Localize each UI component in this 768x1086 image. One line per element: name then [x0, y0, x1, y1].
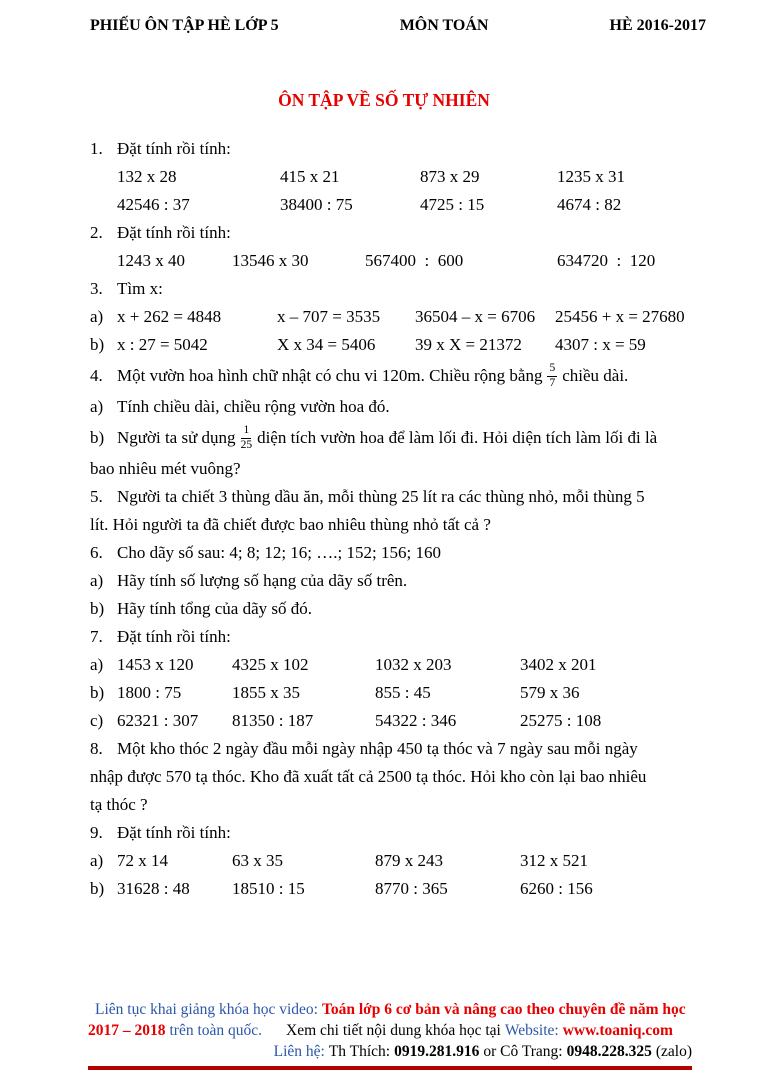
problem-number: 4. — [90, 366, 103, 385]
calc-row — [90, 651, 696, 679]
calc-cell: 415 x 21 — [280, 167, 340, 186]
problem-7-heading — [90, 623, 696, 651]
calc-cell: 567400 : 600 — [365, 251, 464, 270]
problem-text: Người ta chiết 3 thùng dầu ăn, mỗi thùng 25 lít ra các thùng nhỏ, mỗi thùng 5 — [117, 487, 645, 506]
equation-cell: x – 707 = 3535 — [277, 307, 381, 326]
calc-cell: 8770 : 365 — [375, 879, 448, 898]
sub-item — [90, 393, 696, 421]
problem-number: 3. — [90, 279, 103, 298]
footer-text-blue: Liên tục khai giảng khóa học video: — [95, 1001, 318, 1018]
calc-cell: 42546 : 37 — [117, 195, 190, 214]
problem-9-heading — [90, 819, 696, 847]
equation-row — [90, 303, 696, 331]
sub-item-text: Tính chiều dài, chiều rộng vườn hoa đó. — [117, 397, 390, 416]
calc-cell: 18510 : 15 — [232, 879, 305, 898]
calc-cell: 25275 : 108 — [520, 711, 602, 730]
footer-text-red: Toán lớp 6 cơ bản và nâng cao theo chuyên đề năm học — [321, 1001, 686, 1018]
header-right: HÈ 2016-2017 — [609, 17, 706, 34]
problem-label: Cho dãy số sau: 4; 8; 12; 16; ….; 152; 156; 160 — [117, 543, 441, 562]
sub-item — [90, 421, 696, 455]
equation-cell: 36504 – x = 6706 — [415, 307, 536, 326]
calc-cell: 62321 : 307 — [117, 711, 199, 730]
problem-text: chiều dài. — [562, 366, 629, 385]
equation-cell: x + 262 = 4848 — [117, 307, 222, 326]
calc-cell: 879 x 243 — [375, 851, 443, 870]
sub-item-label: b) — [90, 599, 105, 618]
equation-cell: 4307 : x = 59 — [555, 335, 646, 354]
calc-cell: 63 x 35 — [232, 851, 283, 870]
problem-number: 7. — [90, 627, 103, 646]
problem-label: Đặt tính rồi tính: — [117, 139, 231, 158]
calc-cell: 4674 : 82 — [557, 195, 622, 214]
footer-text: Th Thích: — [328, 1043, 391, 1060]
sub-item-label: b) — [90, 879, 105, 898]
calc-cell: 13546 x 30 — [232, 251, 309, 270]
problem-label: Đặt tính rồi tính: — [117, 627, 231, 646]
sub-item — [90, 567, 696, 595]
calc-cell: 1243 x 40 — [117, 251, 185, 270]
footer-text: Xem chi tiết nội dung khóa học tại — [286, 1022, 501, 1039]
calc-cell: 1855 x 35 — [232, 683, 300, 702]
sub-item-label: c) — [90, 711, 104, 730]
equation-cell: 25456 + x = 27680 — [555, 307, 685, 326]
footer-phone-number: 0948.228.325 — [566, 1043, 652, 1060]
sub-item-label: a) — [90, 307, 104, 326]
fraction-numerator: 1 — [241, 424, 251, 438]
problem-3-heading — [90, 275, 696, 303]
sub-item-label: b) — [90, 683, 105, 702]
footer-line-3 — [88, 1041, 692, 1062]
paragraph-line: tạ thóc ? — [90, 795, 148, 814]
calc-cell: 54322 : 346 — [375, 711, 457, 730]
footer-text-blue: Liên hệ: — [273, 1043, 325, 1060]
equation-cell: X x 34 = 5406 — [277, 335, 376, 354]
equation-cell: 39 x X = 21372 — [415, 335, 522, 354]
problem-label: Tìm x: — [117, 279, 163, 298]
calc-cell: 38400 : 75 — [280, 195, 353, 214]
paragraph-line: bao nhiêu mét vuông? — [90, 459, 241, 478]
footer — [88, 999, 692, 1062]
problem-text: Một kho thóc 2 ngày đầu mỗi ngày nhập 450 tạ thóc và 7 ngày sau mỗi ngày — [117, 739, 638, 758]
problem-1-heading — [90, 135, 696, 163]
calc-row — [90, 847, 696, 875]
sub-item-label: b) — [90, 335, 105, 354]
problem-number: 1. — [90, 139, 103, 158]
calc-cell: 312 x 521 — [520, 851, 588, 870]
calc-cell: 6260 : 156 — [520, 879, 593, 898]
problem-label: Đặt tính rồi tính: — [117, 823, 231, 842]
problem-text: Một vườn hoa hình chữ nhật có chu vi 120m. Chiều rộng bằng — [117, 366, 543, 385]
header-left: PHIẾU ÔN TẬP HÈ LỚP 5 — [90, 17, 279, 34]
calc-row — [90, 707, 696, 735]
problem-2-heading — [90, 219, 696, 247]
problem-8-heading — [90, 735, 696, 763]
sub-item-label: a) — [90, 571, 104, 590]
sub-item — [90, 595, 696, 623]
sub-item-text: Hãy tính số lượng số hạng của dãy số trên. — [117, 571, 408, 590]
calc-cell: 81350 : 187 — [232, 711, 314, 730]
doc-title: ÔN TẬP VỀ SỐ TỰ NHIÊN — [278, 90, 490, 110]
fraction-denominator: 7 — [549, 376, 556, 389]
calc-row — [90, 679, 696, 707]
footer-line-2 — [88, 1020, 692, 1041]
sub-item-label: a) — [90, 655, 104, 674]
calc-cell: 634720 : 120 — [557, 251, 656, 270]
footer-text: or Cô Trang: — [483, 1043, 563, 1060]
page-header — [90, 17, 706, 35]
problem-label: Đặt tính rồi tính: — [117, 223, 231, 242]
problem-4-heading — [90, 359, 696, 393]
footer-website-link[interactable]: www.toaniq.com — [562, 1022, 673, 1039]
calc-row — [90, 875, 696, 903]
header-center: MÔN TOÁN — [399, 17, 489, 34]
bottom-red-rule — [88, 1066, 692, 1070]
sub-item-text: Hãy tính tổng của dãy số đó. — [117, 599, 312, 618]
calc-row — [90, 163, 696, 191]
sub-item-label: a) — [90, 851, 104, 870]
footer-line-1 — [88, 999, 692, 1020]
sub-item-text: diện tích vườn hoa để làm lối đi. Hỏi diện tích làm lối đi là — [257, 428, 658, 447]
calc-cell: 873 x 29 — [420, 167, 480, 186]
sub-item-label: b) — [90, 428, 105, 447]
fraction-1-25 — [241, 424, 253, 451]
problem-number: 9. — [90, 823, 103, 842]
calc-cell: 4325 x 102 — [232, 655, 309, 674]
footer-text-red: 2017 – 2018 — [88, 1022, 166, 1039]
sub-item-text: Người ta sử dụng — [117, 428, 236, 447]
calc-cell: 855 : 45 — [375, 683, 431, 702]
calc-row — [90, 191, 696, 219]
fraction-numerator: 5 — [547, 362, 557, 376]
calc-cell: 3402 x 201 — [520, 655, 597, 674]
footer-text-blue: Website: — [504, 1022, 559, 1039]
equation-row — [90, 331, 696, 359]
footer-phone-number: 0919.281.916 — [394, 1043, 480, 1060]
calc-cell: 1800 : 75 — [117, 683, 182, 702]
sub-item-label: a) — [90, 397, 104, 416]
problem-number: 8. — [90, 739, 103, 758]
fraction-denominator: 25 — [240, 438, 253, 451]
equation-cell: x : 27 = 5042 — [117, 335, 208, 354]
problem-number: 5. — [90, 487, 103, 506]
calc-row — [90, 247, 696, 275]
paragraph-line: nhập được 570 tạ thóc. Kho đã xuất tất cả 2500 tạ thóc. Hỏi kho còn lại bao nhiêu — [90, 767, 647, 786]
calc-cell: 31628 : 48 — [117, 879, 190, 898]
paragraph-line: lít. Hỏi người ta đã chiết được bao nhiêu thùng nhỏ tất cả ? — [90, 515, 491, 534]
problem-6-heading — [90, 539, 696, 567]
problem-number: 6. — [90, 543, 103, 562]
footer-text: (zalo) — [655, 1043, 692, 1060]
problem-number: 2. — [90, 223, 103, 242]
fraction-5-7 — [547, 362, 557, 389]
calc-cell: 1453 x 120 — [117, 655, 194, 674]
calc-cell: 1235 x 31 — [557, 167, 625, 186]
footer-text-blue: trên toàn quốc. — [169, 1022, 263, 1039]
calc-cell: 579 x 36 — [520, 683, 580, 702]
calc-cell: 1032 x 203 — [375, 655, 452, 674]
doc-body — [90, 135, 696, 903]
calc-cell: 132 x 28 — [117, 167, 177, 186]
problem-5-heading — [90, 483, 696, 511]
calc-cell: 72 x 14 — [117, 851, 168, 870]
calc-cell: 4725 : 15 — [420, 195, 485, 214]
